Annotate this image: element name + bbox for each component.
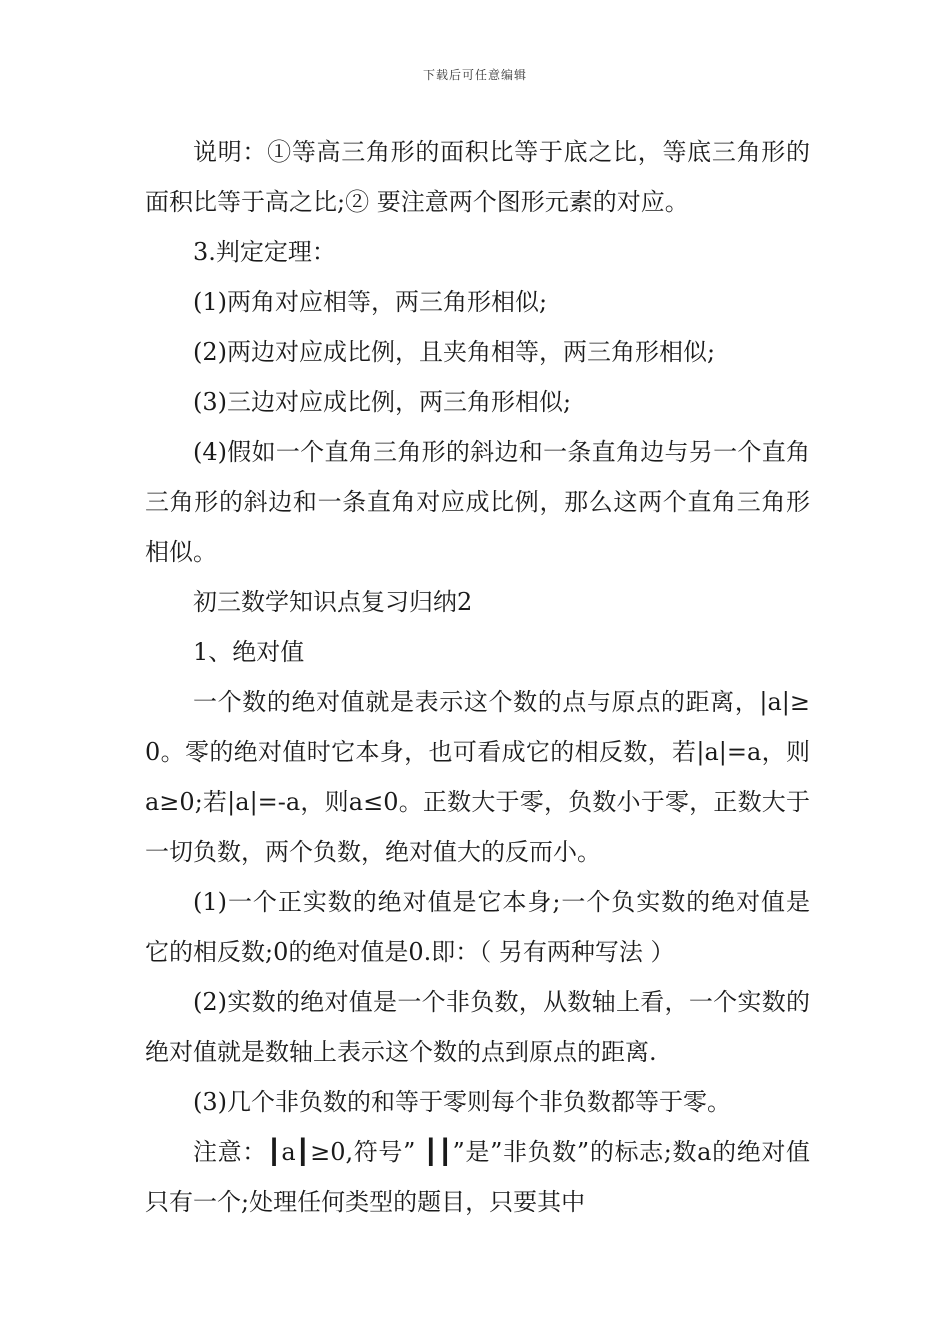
theorem-item-4: (4)假如一个直角三角形的斜边和一条直角边与另一个直角三角形的斜边和一条直角对应成比例，那么这两个直角三角形相似。 (145, 438, 810, 566)
theorem-item-1: (1)两角对应相等，两三角形相似; (193, 288, 548, 316)
document-body (145, 127, 810, 1227)
absolute-value-point-3: (3)几个非负数的和等于零则每个非负数都等于零。 (193, 1088, 731, 1116)
absolute-value-point-1: (1)一个正实数的绝对值是它本身;一个负实数的绝对值是它的相反数;0的绝对值是0.即：（ 另有两种写法 ） (145, 888, 810, 966)
page-header: 下载后可任意编辑 (422, 68, 527, 82)
subsection-heading: 1、绝对值 (193, 638, 305, 666)
theorem-heading: 3.判定定理： (193, 238, 336, 266)
note-paragraph: 说明：①等高三角形的面积比等于底之比，等底三角形的面积比等于高之比;② 要注意两个图形元素的对应。 (145, 138, 810, 216)
absolute-value-definition: 一个数的绝对值就是表示这个数的点与原点的距离，|a|≥0。零的绝对值时它本身，也可看成它的相反数，若|a|=a，则a≥0;若|a|=-a，则a≤0。正数大于零，负数小于零，正数大于一切负数，两个负数，绝对值大的反而小。 (145, 688, 810, 866)
theorem-item-2: (2)两边对应成比例，且夹角相等，两三角形相似; (193, 338, 716, 366)
theorem-item-3: (3)三边对应成比例，两三角形相似; (193, 388, 572, 416)
section-title: 初三数学知识点复习归纳2 (193, 588, 473, 616)
absolute-value-point-2: (2)实数的绝对值是一个非负数，从数轴上看，一个实数的绝对值就是数轴上表示这个数的点到原点的距离. (145, 988, 810, 1066)
attention-note: 注意：┃a┃≥0,符号” ┃┃”是”非负数”的标志;数a的绝对值只有一个;处理任何类型的题目，只要其中 (145, 1138, 810, 1216)
